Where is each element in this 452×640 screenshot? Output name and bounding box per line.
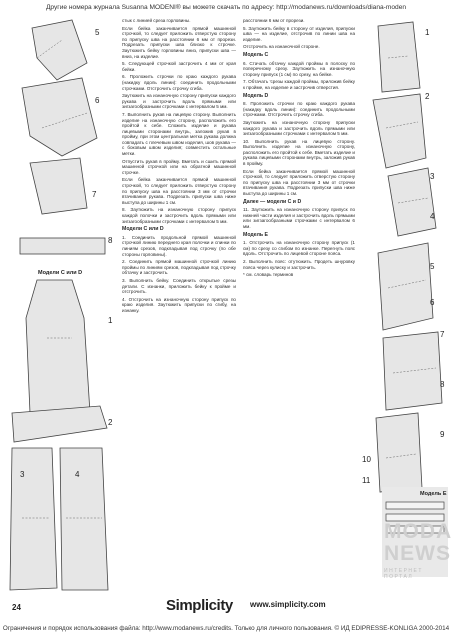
col2-p5: 7. Обтачать 'срезы каждой проймы, приложив бейку к пройме, на изделие и застрочив отверстия.	[243, 79, 355, 90]
model-tag-left: Модели C или D	[38, 270, 83, 276]
right-figure-label-1: 1	[425, 28, 430, 37]
col1-p9: 8. Заутюжить на изнаночную сторону припуск каждой полочки и застрочить вдоль прямыми или зигзагообразными строчками с интервалом 5 мм.	[122, 207, 236, 224]
figure-3-facing	[388, 168, 436, 236]
col2-p13: * см. словарь терминов	[243, 272, 294, 278]
figure-7-sleeve	[30, 158, 87, 214]
col2-p1: расстоянии 6 мм от прорези.	[243, 18, 305, 23]
right-figure-label-5: 5	[430, 262, 435, 271]
left-figure-label-7: 7	[92, 190, 97, 199]
col1-p3: 5. Следующей строчкой застрочить 4 мм от края бейки.	[122, 61, 236, 72]
col2-p8: 10. Выполнить рукав на лицевую сторону. Выполнить изделие на изнаночную сторону, расположить его пройтой к себе. Вметать изделие и рукава лицевыми сторонами внутрь, заложив рукав в пройму.	[243, 138, 355, 167]
col1-heading-models-c-d: Модели C или D	[122, 226, 164, 233]
top-banner: Другие номера журнала Susanna MODENI® вы можете скачать по адресу: http://modanews.ru/downloads/diana-moden	[45, 4, 407, 11]
watermark-news: NEWS	[384, 542, 451, 565]
text-column-2	[243, 18, 355, 280]
col2-p10: 11. Заутюжить на изнаночную сторону припуск по нижней части изделия и застрочить вдоль прямыми или зигзагообразными строчками с интервалом 6 мм.	[243, 207, 355, 229]
col2-heading-further: Далее — модели C и D	[243, 198, 302, 205]
figure-5-collar	[32, 20, 87, 80]
col1-p8: Если бейка заканчивается прямой машинной строчкой, то следует приложить отверстую сторону по припуску шва на расстоянии 3 мм от строчки втачивания рукава. Подрезать припуски шва ниже выступа до ширины 1 см.	[122, 177, 236, 205]
page-number: 24	[12, 603, 21, 612]
figure-6-bodice	[22, 78, 100, 156]
watermark-moda: MODA	[384, 520, 452, 543]
figure-5-bodice-right	[383, 330, 445, 410]
model-tag-right: Модель E	[420, 491, 447, 497]
right-figures	[358, 18, 450, 498]
right-figure-label-9: 9	[440, 430, 445, 439]
right-figure-label-8: 8	[440, 380, 445, 389]
col1-p10: 1. Соединить продольной прямой машинной строчкой линию переднего края полочки и спинки по линиям срезов, подкладывая под строчку (по обе стороны горловины).	[122, 234, 236, 257]
col1-p4: 6. Проложить строчки по краю каждого рукава (накидку вдоль линии): соединить продольными строчками. Отстрочить строчку сгиба.	[122, 74, 236, 91]
right-figure-label-11: 11	[362, 476, 371, 485]
col2-p2: 5. Заутюжить бейку в сторону от изделия, припуски шва — на изделие, отстрочив по линии шва на изделие.	[243, 25, 355, 42]
figure-4-armhole	[378, 243, 433, 330]
col1-p11: 2. Соединить прямой машинной строчкой линию проймы по линиям срезов, подкладывая под строчку обтачку и застрочить.	[122, 259, 236, 276]
col1-p1: стык с линией среза горловины.	[122, 18, 191, 23]
col1-p5: Заутюжить на изнаночную сторону припуски каждого рукава и застрочить вдоль прямыми или зигзагообразными строчками с интервалом 5 мм.	[122, 93, 236, 110]
right-figure-label-2: 2	[425, 92, 430, 101]
col2-p12: 2. Выполнить пояс: отутюжить. Продеть шнуровку пояса через кулиску и застрочить.	[243, 258, 355, 270]
right-figure-label-7: 7	[440, 330, 445, 339]
right-figure-label-3: 3	[430, 172, 435, 181]
col1-p2: Если бейка заканчивается прямой машинной строчкой, то следует приложить отверстую сторону по припуску шва на расстоянии 6 мм от прорези. Подрезать припуски шва близко к строчке. Заутюжить бейку горловины вниз, припуски шва — вниз, на изделие.	[122, 25, 236, 59]
left-figure-label-8: 8	[108, 236, 113, 245]
figure-3-panel	[10, 448, 57, 590]
left-figure-label-2: 2	[108, 418, 113, 427]
col1-p12: 3. Выполнить бейку. Соединить открытые срезы детали. С изнанки, приложить бейку к пройме и отстрочить.	[122, 277, 236, 295]
left-figure-label-4: 4	[75, 470, 80, 479]
col2-p7: Заутюжить на изнаночную сторону припуски каждого рукава и застрочить вдоль прямыми или зигзагообразными строчками с интервалом 5 мм.	[243, 119, 355, 137]
bottom-banner: Ограничения и порядок использования файла: http://www.modanews.ru/credits. Только для личного пользования. © ИД EDIPRESSE-KONLIGA 2000-2014	[2, 625, 450, 632]
left-figure-label-3: 3	[20, 470, 25, 479]
right-figure-label-6: 6	[430, 298, 435, 307]
col1-p7: Отпустить рукав в пройму. Вметать и сшить прямой машинной строчкой или на обратной машинной строчке.	[122, 158, 236, 175]
watermark-sub: ИНТЕРНЕТ ПОРТАЛ	[384, 568, 423, 580]
col2-heading-model-e: Модель E	[243, 231, 268, 238]
col2-p4: 6. Стачать обтачку каждой проймы в полоску по поперечному срезу. Заутюжить на изнаночную сторону припуск (1 см) по срезу, на бейке.	[243, 60, 355, 77]
col2-heading-model-d: Модель D	[243, 92, 269, 99]
left-figure-label-6: 6	[95, 96, 100, 105]
col2-p3: Отстрочить на изнаночной стороне.	[243, 44, 320, 50]
col2-p6: 8. Проложить строчки по краю каждого рукава (накидку вдоль линии): соединить продольными строчками. Отстрочить строчку сгиба.	[243, 101, 355, 118]
left-figures	[2, 18, 120, 618]
figure-2-sleeve-right	[373, 94, 426, 168]
right-figure-label-10: 10	[362, 455, 371, 464]
simplicity-logo: Simplicity	[166, 597, 233, 614]
col2-heading-model-c: Модель С	[243, 51, 269, 58]
footer-url[interactable]: www.simplicity.com	[250, 600, 326, 609]
figure-2-back	[12, 406, 107, 442]
figure-1-front	[26, 280, 90, 413]
col1-p13: 4. Отстрочить на изнаночную сторону припуск по краю изделия. Заутюжить припуски по сгибу, на изнанку.	[122, 296, 236, 313]
col1-p6: 7. Выполнить рукав на лицевую сторону. Выполнить изделие на изнаночную сторону, расположить его пройтой к себе. Сложить изделие и рукава лицевыми сторонами внутрь, заложив рукав в пройму, при этом центральная метка рукава должна совпадать с плечевым швом изделия, шов рукава — с боковым швом изделия; совместить остальные метки.	[122, 111, 236, 157]
right-figure-label-4: 4	[430, 212, 435, 221]
left-figure-label-5: 5	[95, 28, 100, 37]
figure-6-hem	[376, 413, 422, 492]
figure-8-band	[20, 238, 105, 254]
col2-p11: 1. Отстрочить на изнаночную сторону припуск (1 см) по срезу со сгибом по изнанке. Перегнуть пояс вдоль. Отстрочить по лицевой стороне пояса.	[243, 240, 355, 257]
figure-4-panel	[60, 448, 108, 590]
left-figure-label-1: 1	[108, 316, 113, 325]
belt-strip-1	[386, 502, 444, 509]
text-column-1	[122, 18, 236, 316]
col2-p9: Если бейка заканчивается прямой машинной строчкой, то следует приложить отверстую сторону по припуску шва на расстоянии 3 мм от строчки втачивания рукава. Подрезать припуски шва ниже выступа до ширины 1 см.	[243, 168, 355, 197]
